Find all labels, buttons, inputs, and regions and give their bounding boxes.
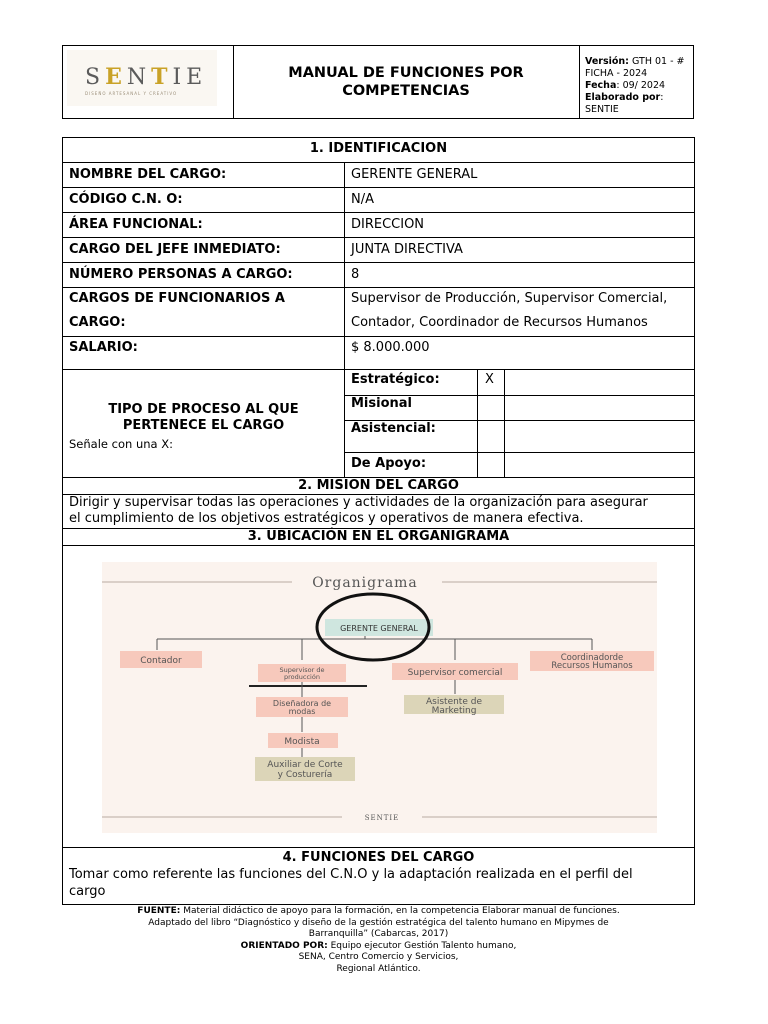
process-type-title-line: PERTENECE EL CARGO [122, 418, 285, 433]
org-node-label: Marketing [431, 706, 477, 716]
form-row [63, 163, 694, 188]
section4-title: 4. FUNCIONES DEL CARGO [282, 850, 475, 865]
form-row [63, 188, 694, 213]
org-chart-title: Organigrama [312, 575, 418, 591]
footer-line: Adaptado del libro “Diagnóstico y diseño de la gestión estratégica del talento humano en Mipymes de [148, 917, 609, 928]
functions-text-line: Tomar como referente las funciones del C.N.O y la adaptación realizada en el perfil del [69, 867, 633, 882]
field-label: NOMBRE DEL CARGO: [69, 167, 227, 182]
mission-text-line: Dirigir y supervisar todas las operaciones y actividades de la organización para asegurar [69, 495, 648, 510]
section2-header [63, 478, 694, 495]
author-value: : SENTIE [585, 92, 664, 115]
section3-header [63, 529, 694, 546]
version-value: GTH 01 - # FICHA - 2024 [585, 56, 685, 79]
org-node-label: modas [288, 707, 316, 716]
document-footer [62, 906, 695, 975]
field-label: CÓDIGO C.N. O: [69, 192, 183, 207]
section1-header [63, 138, 694, 163]
field-label: NÚMERO PERSONAS A CARGO: [69, 267, 293, 282]
org-node-label: producción [284, 673, 320, 681]
mission-text-line: el cumplimiento de los objetivos estratégicos y operativos de manera efectiva. [69, 511, 584, 526]
date-value: : 09/ 2024 [616, 80, 666, 91]
document-title: MANUAL DE FUNCIONES POR COMPETENCIAS [233, 46, 580, 118]
org-node-accountant-label: Contador [140, 656, 182, 666]
section3-title: 3. UBICACIÓN EN EL ORGANIGRAMA [247, 529, 510, 544]
field-label: CARGOS DE FUNCIONARIOS A [69, 291, 285, 306]
org-node-label: y Costurería [277, 770, 333, 780]
field-value: Contador, Coordinador de Recursos Humanos [351, 315, 648, 330]
field-value: GERENTE GENERAL [351, 167, 478, 182]
option-strategic-label: Estratégico: [351, 372, 440, 387]
mission-text [63, 495, 694, 529]
org-node-label: Asistente de [426, 697, 482, 707]
document-meta [579, 46, 693, 118]
job-description-form [62, 137, 695, 905]
option-assistential-label: Asistencial: [351, 421, 436, 436]
oriented-text: Equipo ejecutor Gestión Talento humano, [330, 940, 517, 951]
field-value: JUNTA DIRECTIVA [351, 242, 463, 257]
company-logo [67, 50, 217, 106]
form-row [63, 213, 694, 238]
org-node-general-manager-label: GERENTE GENERAL [340, 624, 418, 633]
option-support-label: De Apoyo: [351, 456, 427, 471]
process-options-grid [344, 370, 694, 478]
document-header [62, 45, 694, 119]
source-text: Material didáctico de apoyo para la formación, en la competencia Elaborar manual de funciones. [183, 906, 620, 916]
org-chart [102, 562, 657, 833]
option-strategic-mark[interactable]: X [485, 372, 494, 387]
form-row-salary [63, 337, 694, 370]
author-label: Elaborado por [585, 92, 661, 103]
section2-title: 2. MISION DEL CARGO [298, 478, 459, 493]
process-type-title-line: TIPO DE PROCESO AL QUE [108, 402, 299, 417]
logo-cell [63, 46, 234, 118]
form-row [63, 263, 694, 288]
logo-tagline: DISEÑO ARTESANAL Y CREATIVO [85, 91, 178, 96]
form-row [63, 238, 694, 263]
field-value: N/A [351, 192, 374, 207]
functions-text-line: cargo [69, 884, 106, 899]
field-value: 8 [351, 267, 360, 282]
field-label: CARGO: [69, 315, 126, 330]
section4-block [63, 848, 694, 904]
org-node-label: Recursos Humanos [551, 661, 633, 671]
org-chart-cell [63, 546, 694, 848]
date-label: Fecha [585, 80, 617, 91]
field-label: ÁREA FUNCIONAL: [69, 217, 203, 232]
field-value: Supervisor de Producción, Supervisor Comercial, [351, 291, 668, 306]
org-node-label: Auxiliar de Corte [267, 760, 343, 770]
footer-line: SENA, Centro Comercio y Servicios, [298, 952, 459, 962]
footer-line: Barranquilla” (Cabarcas, 2017) [308, 929, 449, 939]
salary-label: SALARIO: [69, 340, 138, 355]
process-type-hint: Señale con una X: [69, 437, 173, 451]
oriented-label: ORIENTADO POR: [240, 940, 328, 951]
process-type-title [63, 402, 344, 434]
option-missional-label: Misional [351, 396, 413, 411]
section1-title: 1. IDENTIFICACION [309, 141, 448, 156]
version-label: Versión: [585, 56, 629, 67]
salary-value: $ 8.000.000 [351, 340, 430, 355]
field-value: DIRECCION [351, 217, 425, 232]
org-node-label: Modista [284, 737, 320, 747]
logo-wordmark: SENTIE [85, 64, 208, 90]
org-node-label: Supervisor comercial [407, 668, 503, 678]
org-chart-footer: SENTIE [364, 814, 400, 822]
org-node-label: Supervisor de [279, 666, 325, 674]
field-label: CARGO DEL JEFE INMEDIATO: [69, 242, 281, 257]
org-node-label: Coordinadorde [560, 653, 624, 663]
footer-line: Regional Atlántico. [336, 963, 421, 974]
functions-text [63, 866, 694, 900]
org-node-label: Diseñadora de [272, 699, 332, 708]
process-type-block [63, 370, 694, 478]
org-chart-background [102, 562, 657, 833]
source-label: FUENTE: [137, 906, 181, 916]
form-row-subordinates [63, 288, 694, 337]
